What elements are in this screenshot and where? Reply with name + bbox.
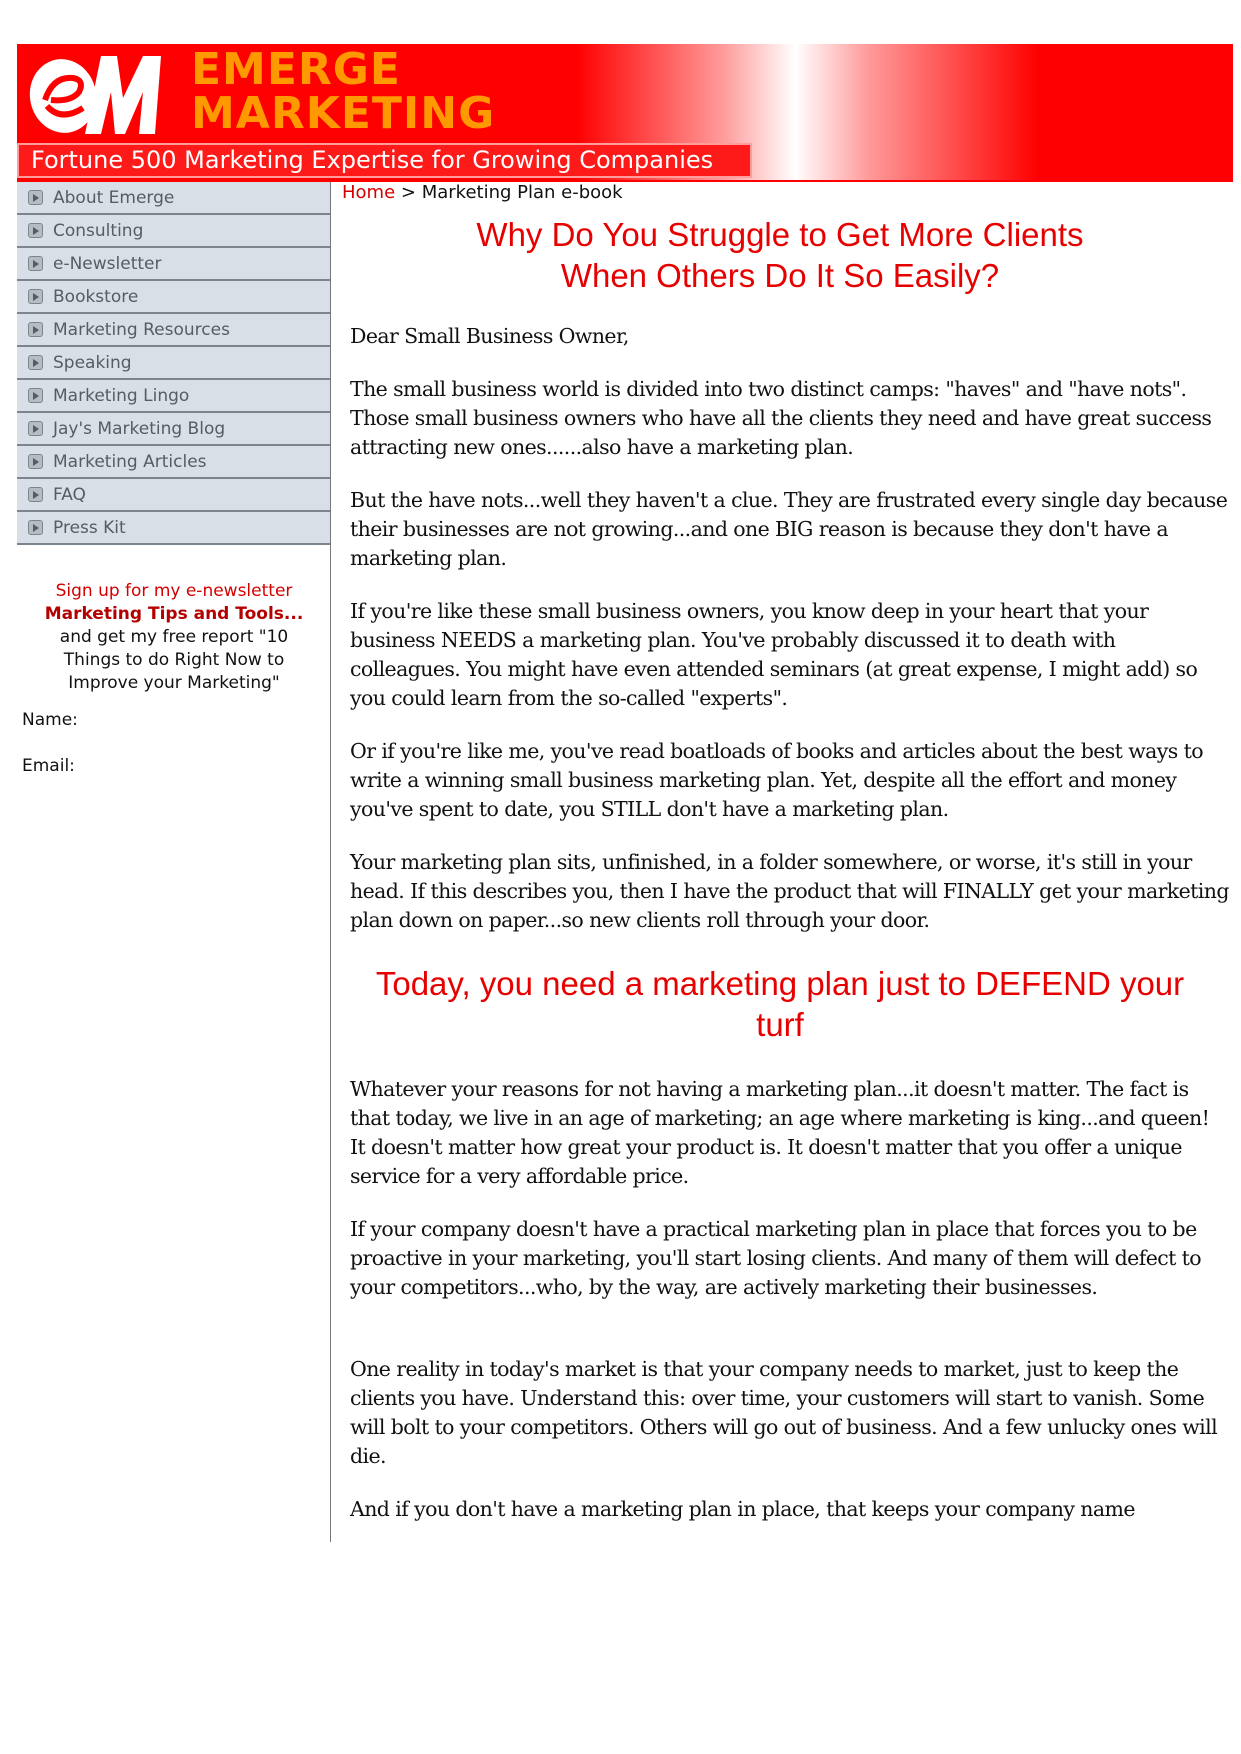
sidebar-item-label: Speaking — [53, 352, 132, 373]
signup-text-line: and get my free report "10 — [59, 627, 289, 647]
body-paragraph: But the have nots...well they haven't a clue. They are frustrated every single day because their businesses are not growing...and one BIG reason is because they don't have a marketing plan. — [350, 488, 1228, 570]
arrow-bullet-icon — [28, 520, 43, 535]
header-banner — [17, 44, 1233, 182]
signup-text-line: Things to do Right Now to — [63, 650, 285, 670]
breadcrumb-separator: > — [400, 182, 416, 203]
arrow-bullet-icon — [28, 256, 43, 271]
brand-name-line1: EMERGE — [191, 44, 401, 95]
headline-line: Today, you need a marketing plan just to DEFEND your — [375, 965, 1185, 1002]
sidebar-item-faq[interactable] — [17, 479, 331, 512]
sidebar-item-marketing-blog[interactable] — [17, 413, 331, 446]
sidebar-item-label: Jay's Marketing Blog — [53, 418, 226, 439]
sidebar-item-label: Press Kit — [53, 517, 126, 538]
sidebar-item-e-newsletter[interactable] — [17, 248, 331, 281]
sidebar-item-speaking[interactable] — [17, 347, 331, 380]
breadcrumb-current: Marketing Plan e-book — [421, 182, 623, 203]
arrow-bullet-icon — [28, 388, 43, 403]
sidebar-item-label: e-Newsletter — [53, 253, 162, 274]
newsletter-signup — [17, 580, 331, 695]
banner-red-block — [1061, 44, 1233, 182]
sidebar-item-label: Marketing Articles — [53, 451, 207, 472]
body-paragraph: And if you don't have a marketing plan in place, that keeps your company name — [350, 1497, 1135, 1521]
sidebar-nav — [17, 182, 331, 545]
body-paragraph: Whatever your reasons for not having a marketing plan...it doesn't matter. The fact is that today, we live in an age of marketing; an age where marketing is king...and queen! It doesn't matter how great your product is. It doesn't matter that you offer a unique service for a very affordable price. — [350, 1077, 1210, 1188]
logo-mark-icon — [25, 48, 180, 138]
body-paragraph: Or if you're like me, you've read boatloads of books and articles about the best ways to write a winning small business marketing plan. Yet, despite all the effort and money you've spent to date, you STILL don't have a marketing plan. — [350, 739, 1203, 821]
sidebar-item-bookstore[interactable] — [17, 281, 331, 314]
breadcrumb — [342, 182, 623, 203]
arrow-bullet-icon — [28, 223, 43, 238]
sidebar-item-label: Bookstore — [53, 286, 139, 307]
arrow-bullet-icon — [28, 487, 43, 502]
arrow-bullet-icon — [28, 355, 43, 370]
sidebar-item-press-kit[interactable] — [17, 512, 331, 545]
body-paragraph: The small business world is divided into two distinct camps: "haves" and "have nots". Those small business owners who have all the clients they need and have great success attracting new ones......also have a marketing plan. — [350, 377, 1212, 459]
sidebar-item-label: Consulting — [53, 220, 144, 241]
headline-line: When Others Do It So Easily? — [560, 257, 1000, 294]
signup-subheading: Marketing Tips and Tools... — [44, 604, 304, 624]
body-paragraph: One reality in today's market is that your company needs to market, just to keep the clients you have. Understand this: over time, your customers will start to vanish. Some will bolt to your competitors. Others will go out of business. And a few unlucky ones will die. — [350, 1357, 1218, 1468]
section-headline — [345, 963, 1215, 1045]
sidebar-item-label: About Emerge — [53, 187, 175, 208]
brand-tagline: Fortune 500 Marketing Expertise for Growing Companies — [17, 143, 752, 178]
headline-line: Why Do You Struggle to Get More Clients — [476, 216, 1084, 253]
breadcrumb-home-link[interactable]: Home — [342, 182, 396, 203]
body-paragraph: Your marketing plan sits, unfinished, in a folder somewhere, or worse, it's still in your head. If this describes you, then I have the product that will FINALLY get your marketing plan down on paper...so new clients roll through your door. — [350, 850, 1229, 932]
salutation: Dear Small Business Owner, — [350, 324, 629, 348]
arrow-bullet-icon — [28, 322, 43, 337]
arrow-bullet-icon — [28, 289, 43, 304]
brand-name-line2: MARKETING — [191, 88, 496, 139]
name-field-label: Name: — [22, 710, 78, 730]
sidebar-item-about-emerge[interactable] — [17, 182, 331, 215]
signup-text-line: Improve your Marketing" — [68, 673, 280, 693]
column-divider — [330, 182, 331, 1542]
body-paragraph: If you're like these small business owners, you know deep in your heart that your business NEEDS a marketing plan. You've probably discussed it to death with colleagues. You might have even attended seminars (at great expense, I might add) so you could learn from the so-called "experts". — [350, 599, 1198, 710]
email-field-label: Email: — [22, 756, 75, 776]
sidebar-item-label: Marketing Resources — [53, 319, 230, 340]
sidebar-item-marketing-resources[interactable] — [17, 314, 331, 347]
sidebar-item-marketing-articles[interactable] — [17, 446, 331, 479]
emerge-logo[interactable] — [25, 48, 180, 138]
sidebar-item-label: FAQ — [53, 484, 86, 505]
arrow-bullet-icon — [28, 421, 43, 436]
signup-heading: Sign up for my e-newsletter — [55, 581, 293, 601]
sidebar-item-label: Marketing Lingo — [53, 385, 190, 406]
headline-line: turf — [756, 1006, 804, 1043]
body-paragraph: If your company doesn't have a practical marketing plan in place that forces you to be proactive in your marketing, you'll start losing clients. And many of them will defect to your competitors...who, by the way, are actively marketing their businesses. — [350, 1217, 1202, 1299]
page-headline — [345, 214, 1215, 296]
arrow-bullet-icon — [28, 454, 43, 469]
sidebar-item-consulting[interactable] — [17, 215, 331, 248]
sidebar-item-marketing-lingo[interactable] — [17, 380, 331, 413]
arrow-bullet-icon — [28, 190, 43, 205]
